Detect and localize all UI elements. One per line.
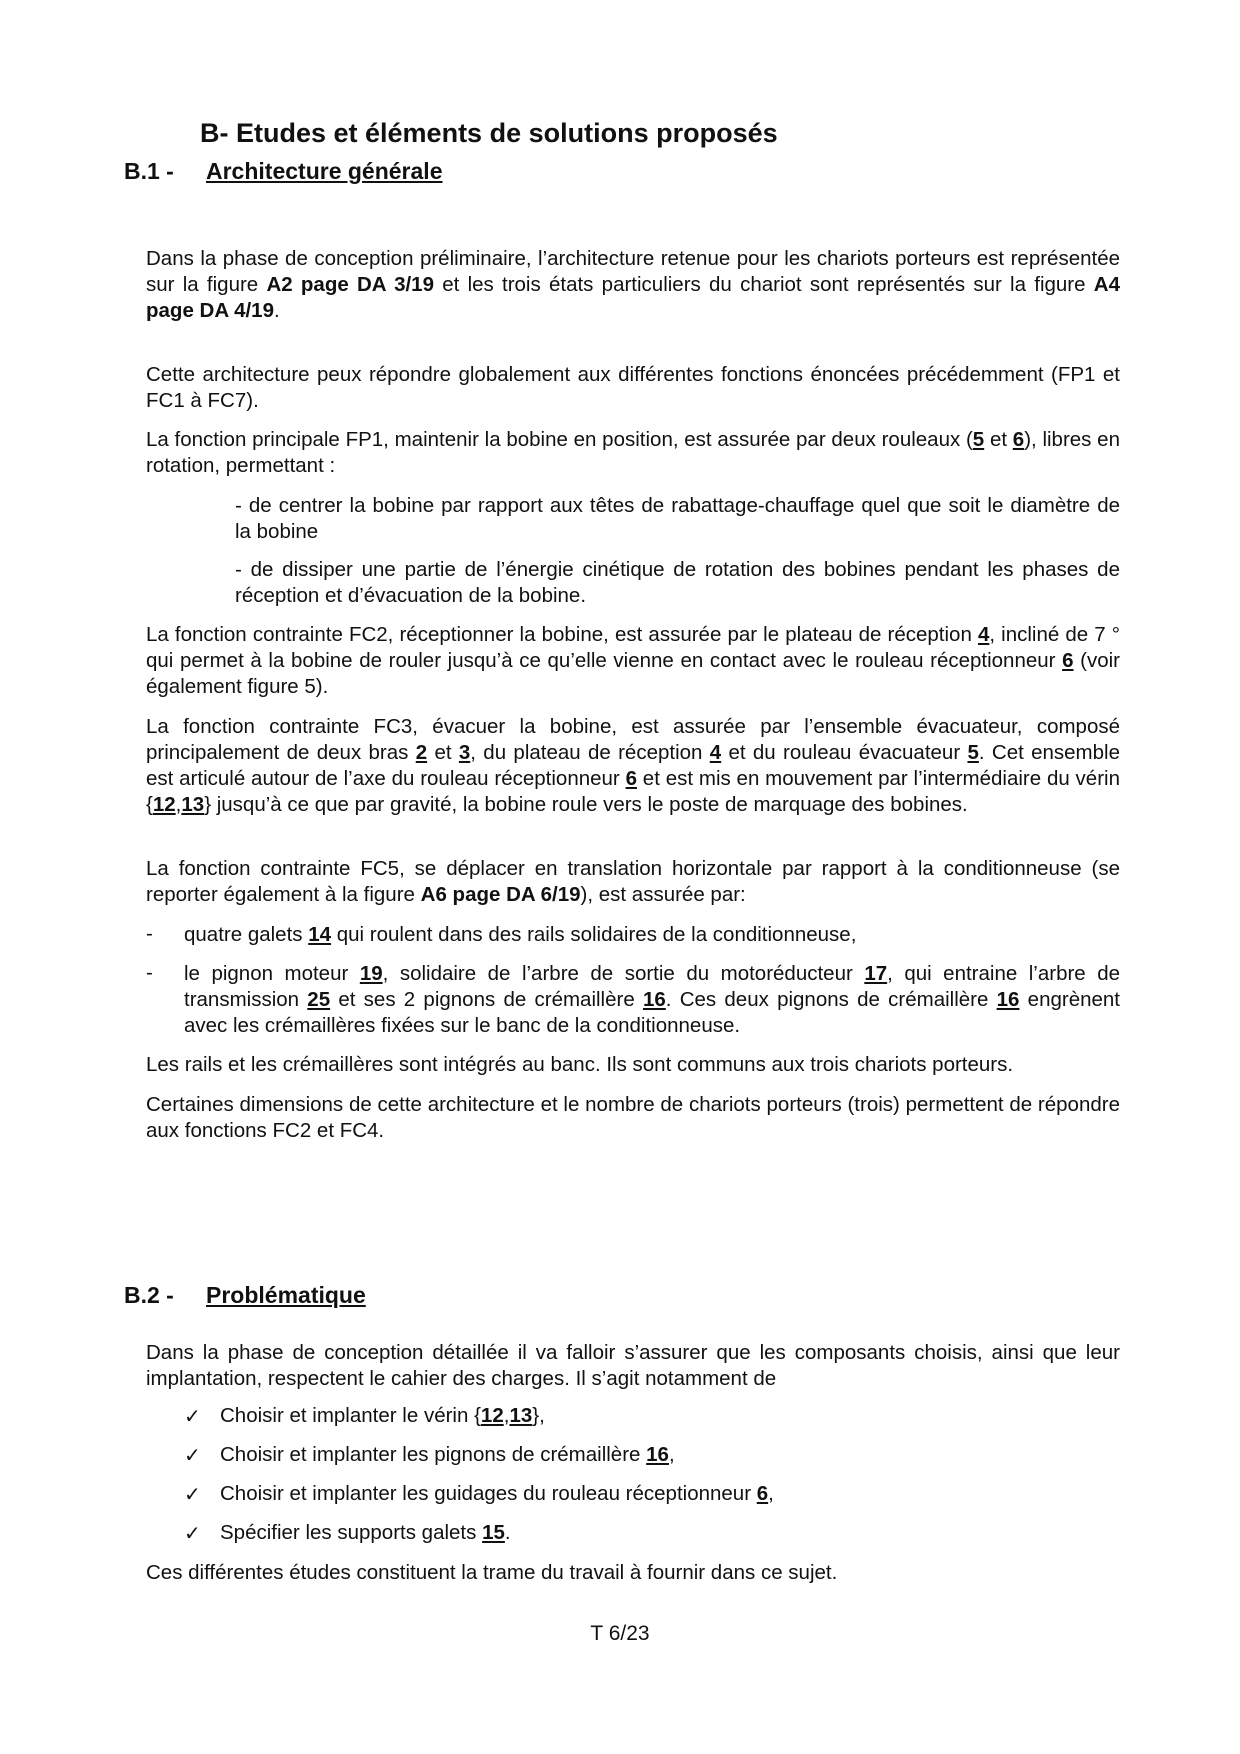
check-item-verin: Choisir et implanter le vérin {12,13}, [220,1404,545,1427]
paragraph-dimensions: Certaines dimensions de cette architecture et le nombre de chariots porteurs (trois) permettent de répondre aux fonctions FC2 et FC4. [146,1093,1120,1142]
indent-item-dissiper: - de dissiper une partie de l’énergie cinétique de rotation des bobines pendant les phases de réception et d’évacuation de la bobine. [235,558,1120,607]
check-item-guidages: Choisir et implanter les guidages du rouleau réceptionneur 6, [220,1482,774,1505]
page-number: T 6/23 [590,1622,650,1645]
paragraph-fp1: La fonction principale FP1, maintenir la bobine en position, est assurée par deux rouleaux (5 et 6), libres en rotation, permettant : [146,428,1120,477]
paragraph-architecture-functions: Cette architecture peux répondre globalement aux différentes fonctions énoncées précédemment (FP1 et FC1 à FC7). [146,363,1120,412]
check-icon: ✓ [184,1523,201,1545]
check-icon: ✓ [184,1484,201,1506]
section-b2-heading [124,1282,366,1309]
section-b1-heading [124,158,442,185]
paragraph-fc5: La fonction contrainte FC5, se déplacer en translation horizontale par rapport à la conditionneuse (se reporter également à la figure A6 page DA 6/19), est assurée par: [146,857,1120,906]
paragraph-architecture-intro: Dans la phase de conception préliminaire, l’architecture retenue pour les chariots porteurs est représentée sur la figure A2 page DA 3/19 et les trois états particuliers du chariot sont représentés sur la figure A4 page DA 4/19. [146,247,1120,322]
dash-bullet-1: - [146,922,153,945]
section-b1-number: B.1 - [124,158,174,184]
check-item-pignons: Choisir et implanter les pignons de crémaillère 16, [220,1443,675,1466]
section-b2-title: Problématique [206,1282,366,1308]
paragraph-closing: Ces différentes études constituent la trame du travail à fournir dans ce sujet. [146,1561,838,1584]
check-icon: ✓ [184,1406,201,1428]
main-title: B- Etudes et éléments de solutions proposés [200,118,778,148]
paragraph-rails: Les rails et les crémaillères sont intégrés au banc. Ils sont communs aux trois chariots porteurs. [146,1053,1014,1076]
check-item-supports: Spécifier les supports galets 15. [220,1521,511,1544]
paragraph-fc3: La fonction contrainte FC3, évacuer la bobine, est assurée par l’ensemble évacuateur, composé principalement de deux bras 2 et 3, du plateau de réception 4 et du rouleau évacuateur 5. Cet ensemble est articulé autour de l’axe du rouleau réceptionneur 6 et est mis en mouvement par l’intermédiaire du vérin {12,13} jusqu’à ce que par gravité, la bobine roule vers le poste de marquage des bobines. [146,715,1120,816]
paragraph-fc2: La fonction contrainte FC2, réceptionner la bobine, est assurée par le plateau de réception 4, incliné de 7 ° qui permet à la bobine de rouler jusqu’à ce qu’elle vienne en contact avec le rouleau réceptionneur 6 (voir également figure 5). [146,623,1120,698]
paragraph-problematique: Dans la phase de conception détaillée il va falloir s’assurer que les composants choisis, ainsi que leur implantation, respectent le cahier des charges. Il s’agit notamment de [146,1341,1120,1390]
section-b2-number: B.2 - [124,1282,174,1308]
dash-bullet-2: - [146,961,153,984]
check-icon: ✓ [184,1445,201,1467]
indent-item-centrer: - de centrer la bobine par rapport aux têtes de rabattage-chauffage quel que soit le diamètre de la bobine [235,494,1120,543]
dash-item-pignon: le pignon moteur 19, solidaire de l’arbre de sortie du motoréducteur 17, qui entraine l’arbre de transmission 25 et ses 2 pignons de crémaillère 16. Ces deux pignons de crémaillère 16 engrènent avec les crémaillères fixées sur le banc de la conditionneuse. [184,962,1121,1037]
dash-item-galets: quatre galets 14 qui roulent dans des rails solidaires de la conditionneuse, [184,923,857,946]
section-b1-title: Architecture générale [206,158,443,184]
